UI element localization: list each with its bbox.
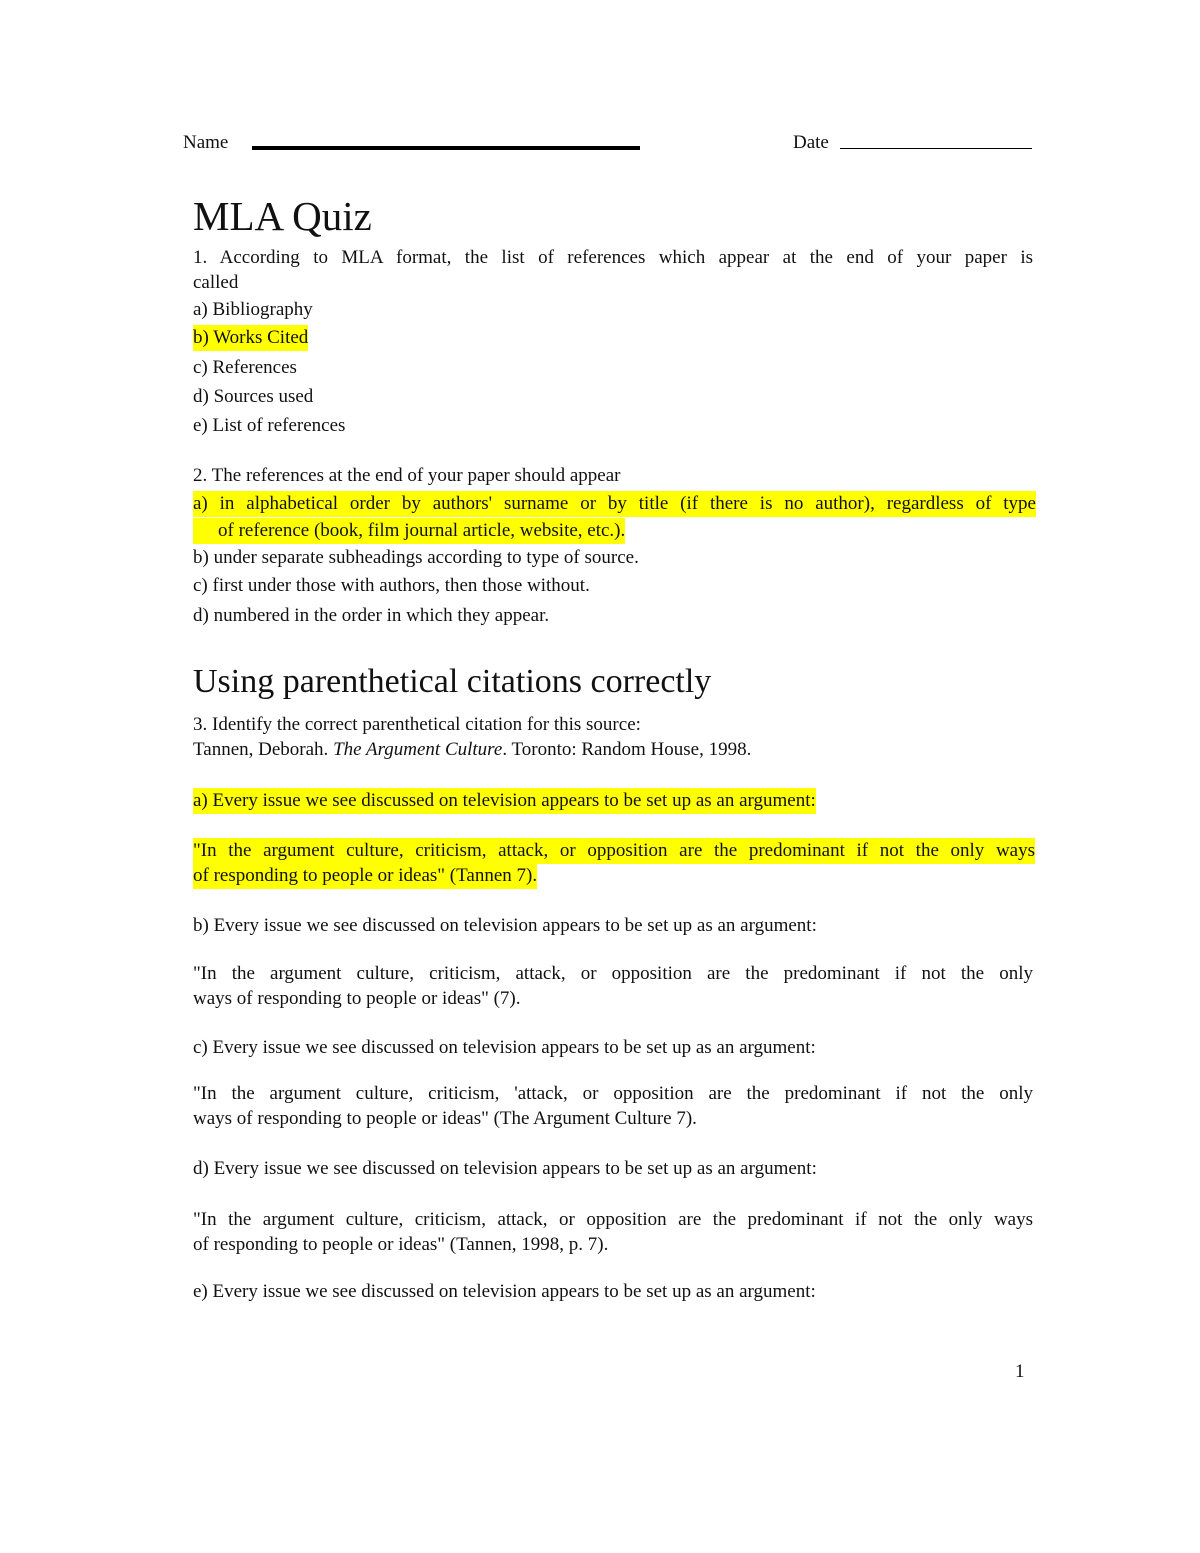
- section-heading: Using parenthetical citations correctly: [193, 663, 712, 700]
- q2-question: 2. The references at the end of your paper should appear: [193, 465, 621, 486]
- q3-option-d-quote-line1: "In the argument culture, criticism, attack, or opposition are the predominant if not the only ways: [193, 1209, 1033, 1230]
- name-blank-line[interactable]: [252, 146, 640, 150]
- q3-option-a-quote-line1: "In the argument culture, criticism, attack, or opposition are the predominant if not the only ways: [193, 838, 1035, 864]
- q3-option-b-lead: b) Every issue we see discussed on television appears to be set up as an argument:: [193, 915, 817, 936]
- q1-option-c: c) References: [193, 357, 297, 378]
- q3-option-c-lead: c) Every issue we see discussed on television appears to be set up as an argument:: [193, 1037, 816, 1058]
- page-number: 1: [1015, 1361, 1025, 1382]
- q1-option-b-answer: b) Works Cited: [193, 325, 308, 351]
- q1-option-d: d) Sources used: [193, 386, 314, 407]
- q2-option-a-answer-line2: of reference (book, film journal article, website, etc.).: [193, 518, 625, 544]
- name-label: Name: [183, 132, 229, 153]
- q2-option-c: c) first under those with authors, then those without.: [193, 575, 590, 596]
- q3-option-a-lead: a) Every issue we see discussed on television appears to be set up as an argument:: [193, 788, 816, 814]
- q3-option-c-quote-line1: "In the argument culture, criticism, 'attack, or opposition are the predominant if not the only: [193, 1083, 1033, 1104]
- date-label: Date: [793, 132, 829, 153]
- q2-option-a-answer-line1: a) in alphabetical order by authors' surname or by title (if there is no author), regardless of type: [193, 491, 1036, 517]
- q1-option-a: a) Bibliography: [193, 299, 313, 320]
- q1-question-line2: called: [193, 272, 239, 293]
- q1-option-e: e) List of references: [193, 415, 346, 436]
- q3-option-d-lead: d) Every issue we see discussed on television appears to be set up as an argument:: [193, 1158, 817, 1179]
- q3-source-title: The Argument Culture: [333, 739, 503, 760]
- q2-option-d: d) numbered in the order in which they appear.: [193, 605, 550, 626]
- q3-option-c-quote-line2: ways of responding to people or ideas" (The Argument Culture 7).: [193, 1108, 697, 1129]
- q3-source-citation: [193, 737, 751, 763]
- q2-option-b: b) under separate subheadings according to type of source.: [193, 547, 639, 568]
- q3-option-e-lead: e) Every issue we see discussed on television appears to be set up as an argument:: [193, 1281, 816, 1302]
- q1-question-line1: 1. According to MLA format, the list of references which appear at the end of your paper is: [193, 247, 1033, 268]
- q3-option-d-quote-line2: of responding to people or ideas" (Tannen, 1998, p. 7).: [193, 1234, 609, 1255]
- q3-source-author: Tannen, Deborah.: [193, 739, 334, 760]
- date-blank-line[interactable]: [840, 148, 1032, 149]
- q3-option-b-quote-line2: ways of responding to people or ideas" (7).: [193, 988, 521, 1009]
- q3-question: 3. Identify the correct parenthetical citation for this source:: [193, 714, 641, 735]
- q3-source-rest: . Toronto: Random House, 1998.: [502, 739, 752, 760]
- page-title: MLA Quiz: [193, 193, 372, 239]
- q3-option-a-quote-line2: of responding to people or ideas" (Tannen 7).: [193, 863, 537, 889]
- q3-option-b-quote-line1: "In the argument culture, criticism, attack, or opposition are the predominant if not the only: [193, 963, 1033, 984]
